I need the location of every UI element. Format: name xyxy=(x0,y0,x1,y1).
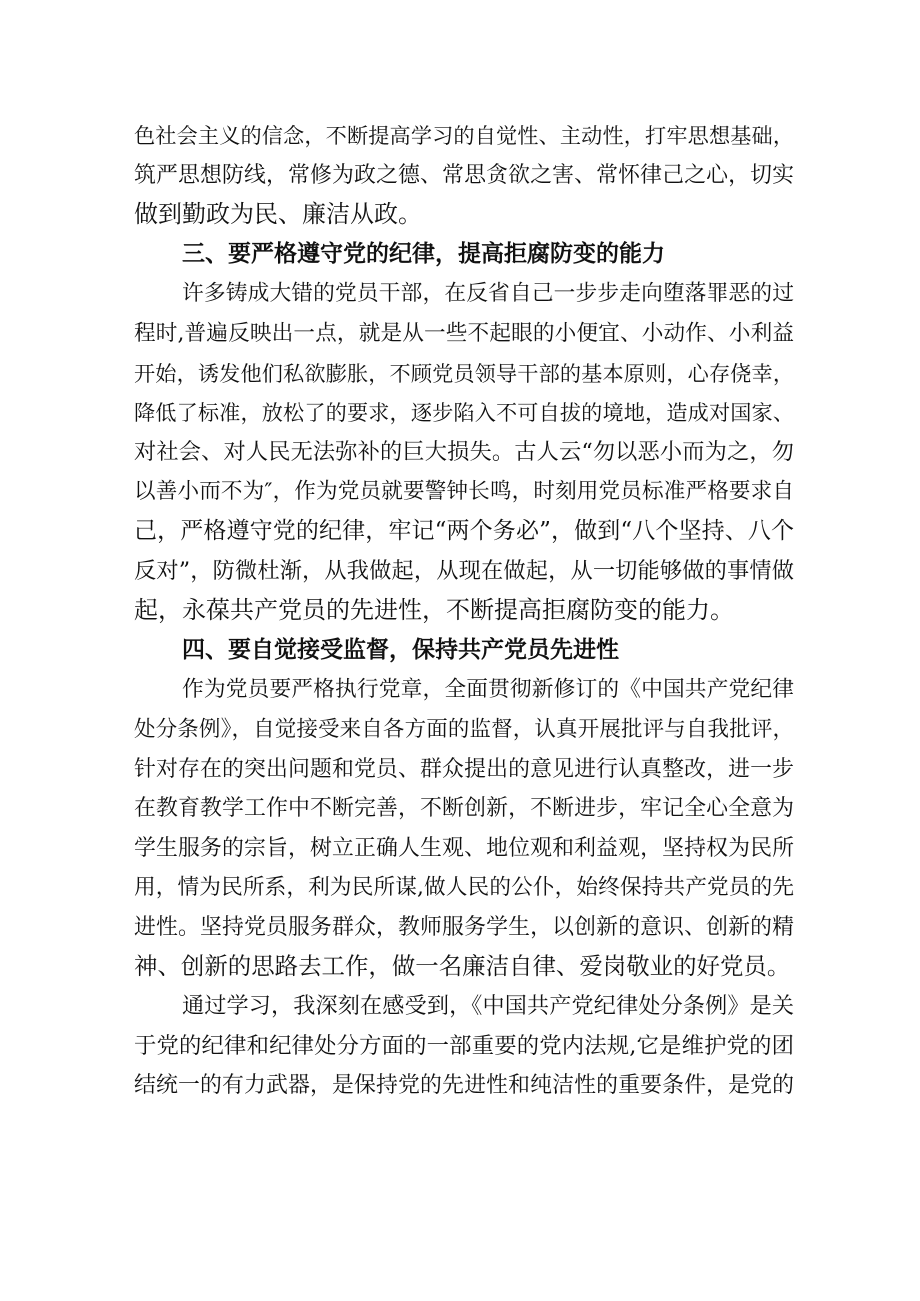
body-line: 神、创新的思路去工作，做一名廉洁自律、爱岗敬业的好党员。 xyxy=(134,952,791,981)
body-line: 在教育教学工作中不断完善，不断创新，不断进步，牢记全心全意为 xyxy=(134,796,794,822)
body-line: 降低了标准，放松了的要求，逐步陷入不可自拔的境地，造成对国家、 xyxy=(134,400,794,426)
body-line: 于党的纪律和纪律处分方面的一部重要的党内法规,它是维护党的团 xyxy=(134,1032,794,1059)
body-line: 结统一的有力武器，是保持党的先进性和纯洁性的重要条件，是党的 xyxy=(134,1073,794,1099)
paragraph-first-line: 许多铸成大错的党员干部，在反省自己一步步走向堕落罪恶的过 xyxy=(182,281,794,307)
paragraph-first-line: 作为党员要严格执行党章，全面贯彻新修订的《中国共产党纪律 xyxy=(182,677,794,703)
body-line: 筑严思想防线，常修为政之德、常思贪欲之害、常怀律己之心，切实 xyxy=(134,162,794,188)
body-line: 起，永葆共产党员的先进性，不断提高拒腐防变的能力。 xyxy=(134,596,734,625)
body-line: 学生服务的宗旨，树立正确人生观、地位观和利益观，坚持权为民所 xyxy=(134,835,794,861)
body-line: 对社会、对人民无法弥补的巨大损失。古人云“勿以恶小而为之，勿 xyxy=(134,438,794,465)
section-heading-3: 三、要严格遵守党的纪律，提高拒腐防变的能力 xyxy=(182,240,665,267)
body-line: 己，严格遵守党的纪律，牢记“两个务必”，做到“八个坚持、八个 xyxy=(134,517,794,544)
body-line: 色社会主义的信念，不断提高学习的自觉性、主动性，打牢思想基础， xyxy=(134,123,794,148)
body-line: 用，情为民所系，利为民所谋,做人民的公仆，始终保持共产党员的先 xyxy=(134,875,794,901)
body-line: 进性。坚持党员服务群众，教师服务学生，以创新的意识、创新的精 xyxy=(134,914,794,940)
body-line: 以善小而不为″，作为党员就要警钟长鸣，时刻用党员标准严格要求自 xyxy=(134,479,794,505)
body-line: 做到勤政为民、廉洁从政。 xyxy=(134,200,422,229)
paragraph-first-line: 通过学习，我深刻在感受到，《中国共产党纪律处分条例》是关 xyxy=(182,993,794,1020)
body-line: 开始，诱发他们私欲膨胀，不顾党员领导干部的基本原则，心存侥幸， xyxy=(134,360,794,386)
body-line: 反对”，防微杜渐，从我做起，从现在做起，从一切能够做的事情做 xyxy=(134,557,794,584)
body-line: 针对存在的突出问题和党员、群众提出的意见进行认真整改，进一步 xyxy=(134,756,794,782)
section-heading-4: 四、要自觉接受监督，保持共产党员先进性 xyxy=(182,636,619,663)
document-page xyxy=(134,116,794,1106)
body-line: 处分条例》，自觉接受来自各方面的监督，认真开展批评与自我批评， xyxy=(134,716,794,742)
body-line: 程时,普遍反映出一点，就是从一些不起眼的小便宜、小动作、小利益 xyxy=(134,320,794,346)
